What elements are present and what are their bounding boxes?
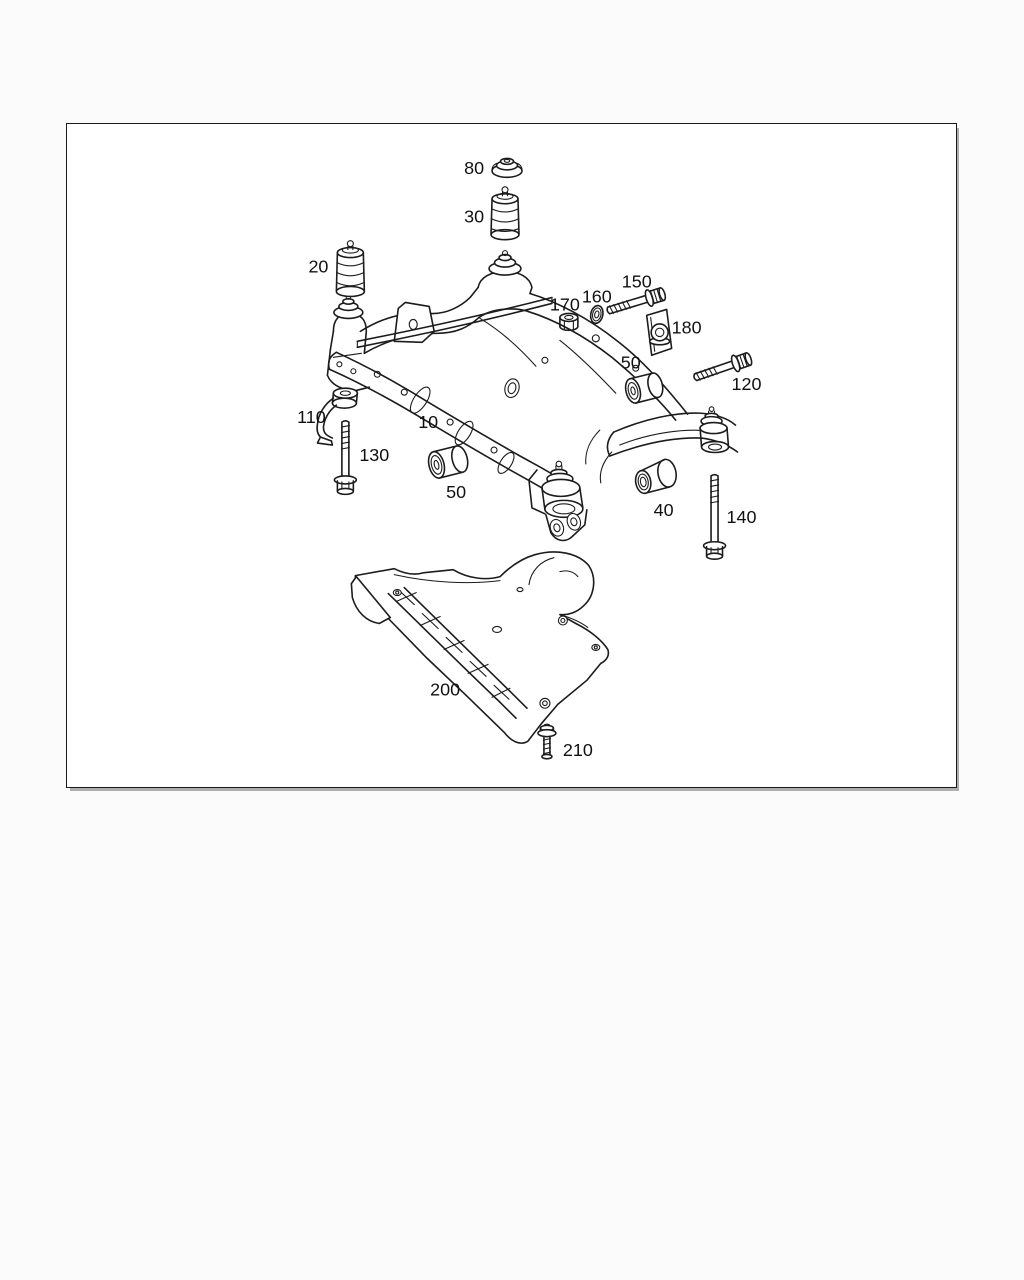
callout-30: 30 <box>464 206 485 227</box>
bolt-130-drawing <box>334 421 356 495</box>
retainer-bracket-180-drawing <box>647 309 672 355</box>
bushing-40-drawing <box>633 458 679 495</box>
bushing-50-right-drawing <box>623 372 665 405</box>
callout-130: 130 <box>359 444 390 465</box>
callout-150: 150 <box>621 271 652 292</box>
callout-170: 170 <box>549 294 580 315</box>
callout-80: 80 <box>464 157 485 178</box>
bolt-140-drawing <box>704 475 726 559</box>
subframe-crossmember-drawing <box>327 251 737 541</box>
bushing-50-left-drawing <box>426 444 470 480</box>
installed-bushing-bottom-mount <box>529 461 587 540</box>
callout-210: 210 <box>562 740 593 761</box>
rubber-mount-30-drawing <box>491 187 519 240</box>
underbody-cover-drawing <box>351 552 608 743</box>
hex-nut-170-drawing <box>560 313 578 330</box>
callout-20: 20 <box>308 256 329 277</box>
diagram-frame <box>66 123 957 788</box>
callout-120: 120 <box>731 374 762 395</box>
callout-40: 40 <box>653 499 674 520</box>
control-arm-drawing <box>607 407 737 456</box>
callout-110: 110 <box>297 407 326 428</box>
callout-50-left: 50 <box>446 481 467 502</box>
washer-160-drawing <box>589 304 604 324</box>
cover-cap-80-drawing <box>492 158 522 177</box>
exploded-diagram-svg <box>67 124 956 787</box>
callout-140: 140 <box>726 506 757 527</box>
screw-210-drawing <box>538 724 556 759</box>
callout-180: 180 <box>671 317 702 338</box>
installed-bushing-left <box>334 295 363 319</box>
rubber-mount-20-drawing <box>336 241 364 297</box>
installed-bushing-top <box>489 251 521 275</box>
callout-200: 200 <box>430 679 461 700</box>
callout-10: 10 <box>418 412 439 433</box>
callout-50-right: 50 <box>620 352 641 373</box>
callout-160: 160 <box>581 286 612 307</box>
